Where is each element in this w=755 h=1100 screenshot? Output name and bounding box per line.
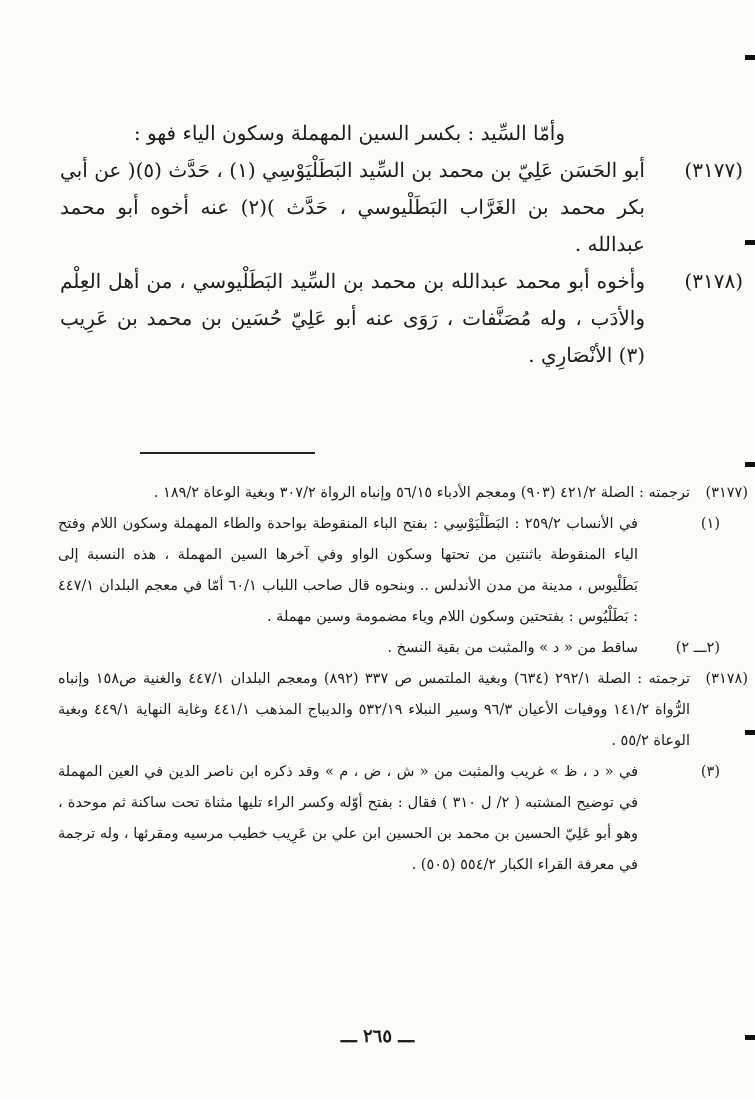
footnote-text: في الأنساب ٢٥٩/٢ : البَطَلْيَوْسِي : بفتح الباء المنقوطة بواحدة والطاء المهملة وسكون اللام وفتح الياء المنقوطة باثنتين من تحتها وسكون الواو وفي آخرها السين المهملة ، هذه النسبة إلى بَطَلْيوس ، مدينة من مدن الأندلس .. وبنحوه قال صاحب اللباب ٦٠/١ أمّا في معجم البلدان ٤٤٧/١ : بَطَلْيُوس : بفتحتين وسكون اللام وياء مضمومة وسين مهملة . [58,516,638,625]
footnote-text: ساقط من « د » والمثبت من بقية النسخ . [387,640,638,656]
page-edge-mark [745,462,755,467]
footnote-2 [58,633,720,664]
page-edge-mark [745,55,755,60]
page-edge-mark [745,730,755,735]
page-edge-mark [745,1035,755,1040]
footnote-number: (١) [700,516,720,532]
note-number: (٣١٧٨) [705,671,748,687]
entry-text: أبو الحَسَن عَلِيّ بن محمد بن السِّيد البَطَلْيَوْسِي (١) ، حَدَّث (٥)( عن أبي بكر محمد بن الغَرَّاب البَطَلْيوسي ، حَدَّث )(٢) عنه أخوه أبو محمد عبدالله . [60,158,645,256]
entry-3177 [60,152,743,263]
footnotes [58,478,748,881]
note-3178 [58,664,748,757]
footnote-number: (٢ـــ ٢) [675,640,720,656]
footnote-separator [140,452,315,454]
note-text: ترجمته : الصلة ٢٩٢/١ (٦٣٤) وبغية الملتمس ص ٣٣٧ (٨٩٢) ومعجم البلدان ٤٤٧/١ والغنية ص١٥٨ وإنباه الرُّواة ١٤١/٢ ووفيات الأعيان ٩٦/٣ وسير النبلاء ٥٣٢/١٩ والديباج المذهب ٤٤١/١ وغاية النهاية ٤٤٩/١ وبغية الوعاة ٥٥/٢ . [58,671,691,749]
footnote-number: (٣) [700,764,720,780]
entry-text: وأخوه أبو محمد عبدالله بن محمد بن السِّيد البَطَلْيوسي ، من أهل العِلْم والأدَب ، وله مُصَنَّفات ، رَوَى عنه أبو عَلِيّ حُسَين بن محمد بن عَرِيب (٣) الأنْصَارِي . [60,269,645,367]
entry-number: (٣١٧٨) [684,269,743,293]
footnote-text: في « د ، ظ » غريب والمثبت من « ش ، ض ، م » وقد ذكره ابن ناصر الدين في العين المهملة في توضيح المشتبه ( ٢/ ل ٣١٠ ) فقال : بفتح أوّله وكسر الراء تليها مثناة تحت ساكنة ثم موحدة ، وهو أبو عَلِيّ الحسين بن محمد بن الحسين ابن علي بن عَرِيب خطيب مرسيه ومقرئها ، وله ترجمة في معرفة القراء الكبار ٥٥٤/٢ (٥٠٥) . [58,764,638,873]
footnote-3 [58,757,720,881]
entry-3178 [60,263,743,374]
footnote-1 [58,509,720,633]
page-edge-mark [745,240,755,245]
entry-number: (٣١٧٧) [684,158,743,182]
note-3177 [58,478,748,509]
note-text: ترجمته : الصلة ٤٢١/٢ (٩٠٣) ومعجم الأدباء ٥٦/١٥ وإنباه الرواة ٣٠٧/٢ وبغية الوعاة ١٨٩/٢ . [153,485,690,501]
main-text [60,115,743,374]
note-number: (٣١٧٧) [705,485,748,501]
intro-line: وأمّا السِّيد : بكسر السين المهملة وسكون الياء فهو : [133,121,565,145]
page-number: ـــ ٢٦٥ ـــ [340,1026,415,1047]
